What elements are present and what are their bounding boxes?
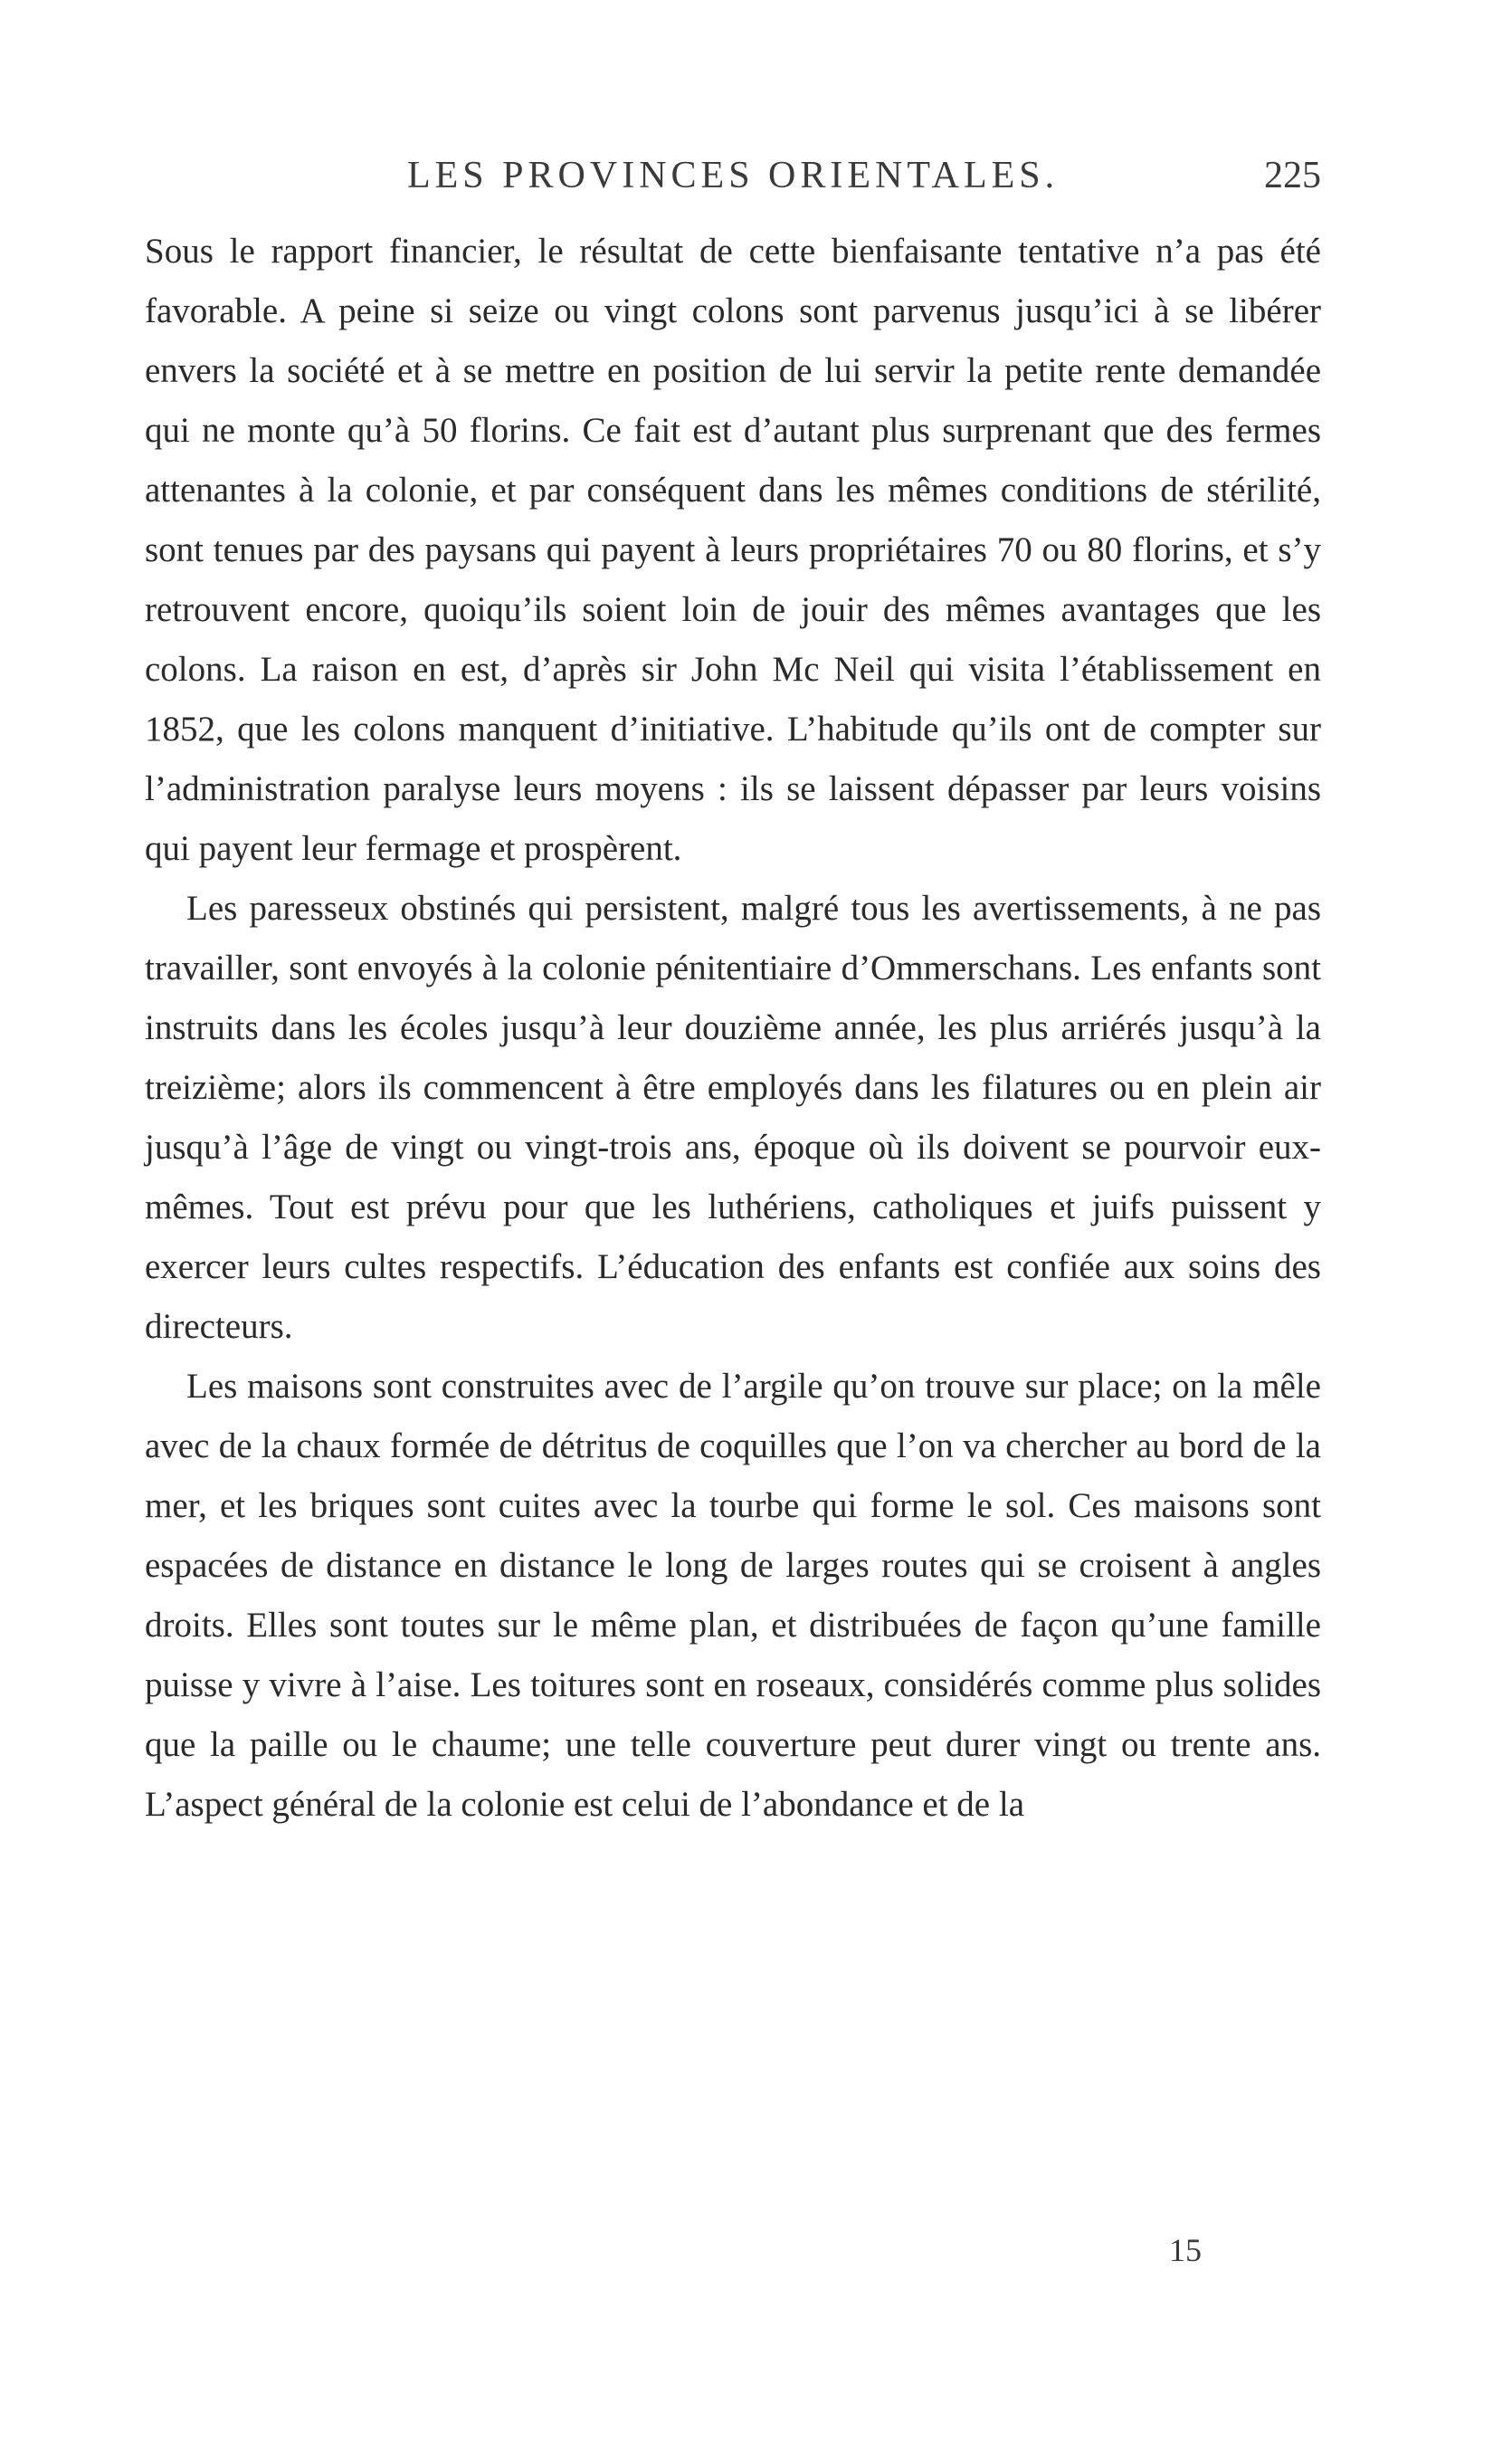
paragraph-houses: Les maisons sont construites avec de l’argile qu’on trouve sur place; on la mêle avec de la chaux formée de détritus de coquilles que l’on va chercher au bord de la mer, et les briques sont cuites avec la tourbe qui forme le sol. Ces maisons sont espacées de distance en distance le long de larges routes qui se croisent à angles droits. Elles sont toutes sur le même plan, et distribuées de façon qu’une famille puisse y vivre à l’aise. Les toitures sont en roseaux, considérés comme plus solides que la paille ou le chaume; une telle couverture peut durer vingt ou trente ans. L’aspect général de la colonie est celui de l’abondance et de la <box>145 1367 1321 1824</box>
running-head <box>145 154 1321 208</box>
page-number: 225 <box>1264 155 1321 196</box>
signature-mark: 15 <box>1169 2232 1202 2268</box>
paragraph-idlers-and-children: Les paresseux obstinés qui persistent, malgré tous les avertissements, à ne pas travailler, sont envoyés à la colonie pénitentiaire d’Ommerschans. Les enfants sont instruits dans les écoles jusqu’à leur douzième année, les plus arriérés jusqu’à la treizième; alors ils commencent à être employés dans les filatures ou en plein air jusqu’à l’âge de vingt ou vingt-trois ans, époque où ils doivent se pourvoir eux-mêmes. Tout est prévu pour que les luthériens, catholiques et juifs puissent y exercer leurs cultes respectifs. L’éducation des enfants est confiée aux soins des directeurs. <box>145 889 1321 1346</box>
body-text <box>145 222 1321 1835</box>
running-title: LES PROVINCES ORIENTALES. <box>407 155 1060 196</box>
paragraph-financial-result: Sous le rapport financier, le résultat de cette bienfaisante tentative n’a pas été favorable. A peine si seize ou vingt colons sont parvenus jusqu’ici à se libérer envers la société et à se mettre en position de lui servir la petite rente demandée qui ne monte qu’à 50 florins. Ce fait est d’autant plus surprenant que des fermes attenantes à la colonie, et par conséquent dans les mêmes conditions de stérilité, sont tenues par des paysans qui payent à leurs propriétaires 70 ou 80 florins, et s’y retrouvent encore, quoiqu’ils soient loin de jouir des mêmes avantages que les colons. La raison en est, d’après sir John Mc Neil qui visita l’établissement en 1852, que les colons manquent d’initiative. L’habitude qu’ils ont de compter sur l’administration paralyse leurs moyens : ils se laissent dépasser par leurs voisins qui payent leur fermage et prospèrent. <box>145 232 1321 868</box>
